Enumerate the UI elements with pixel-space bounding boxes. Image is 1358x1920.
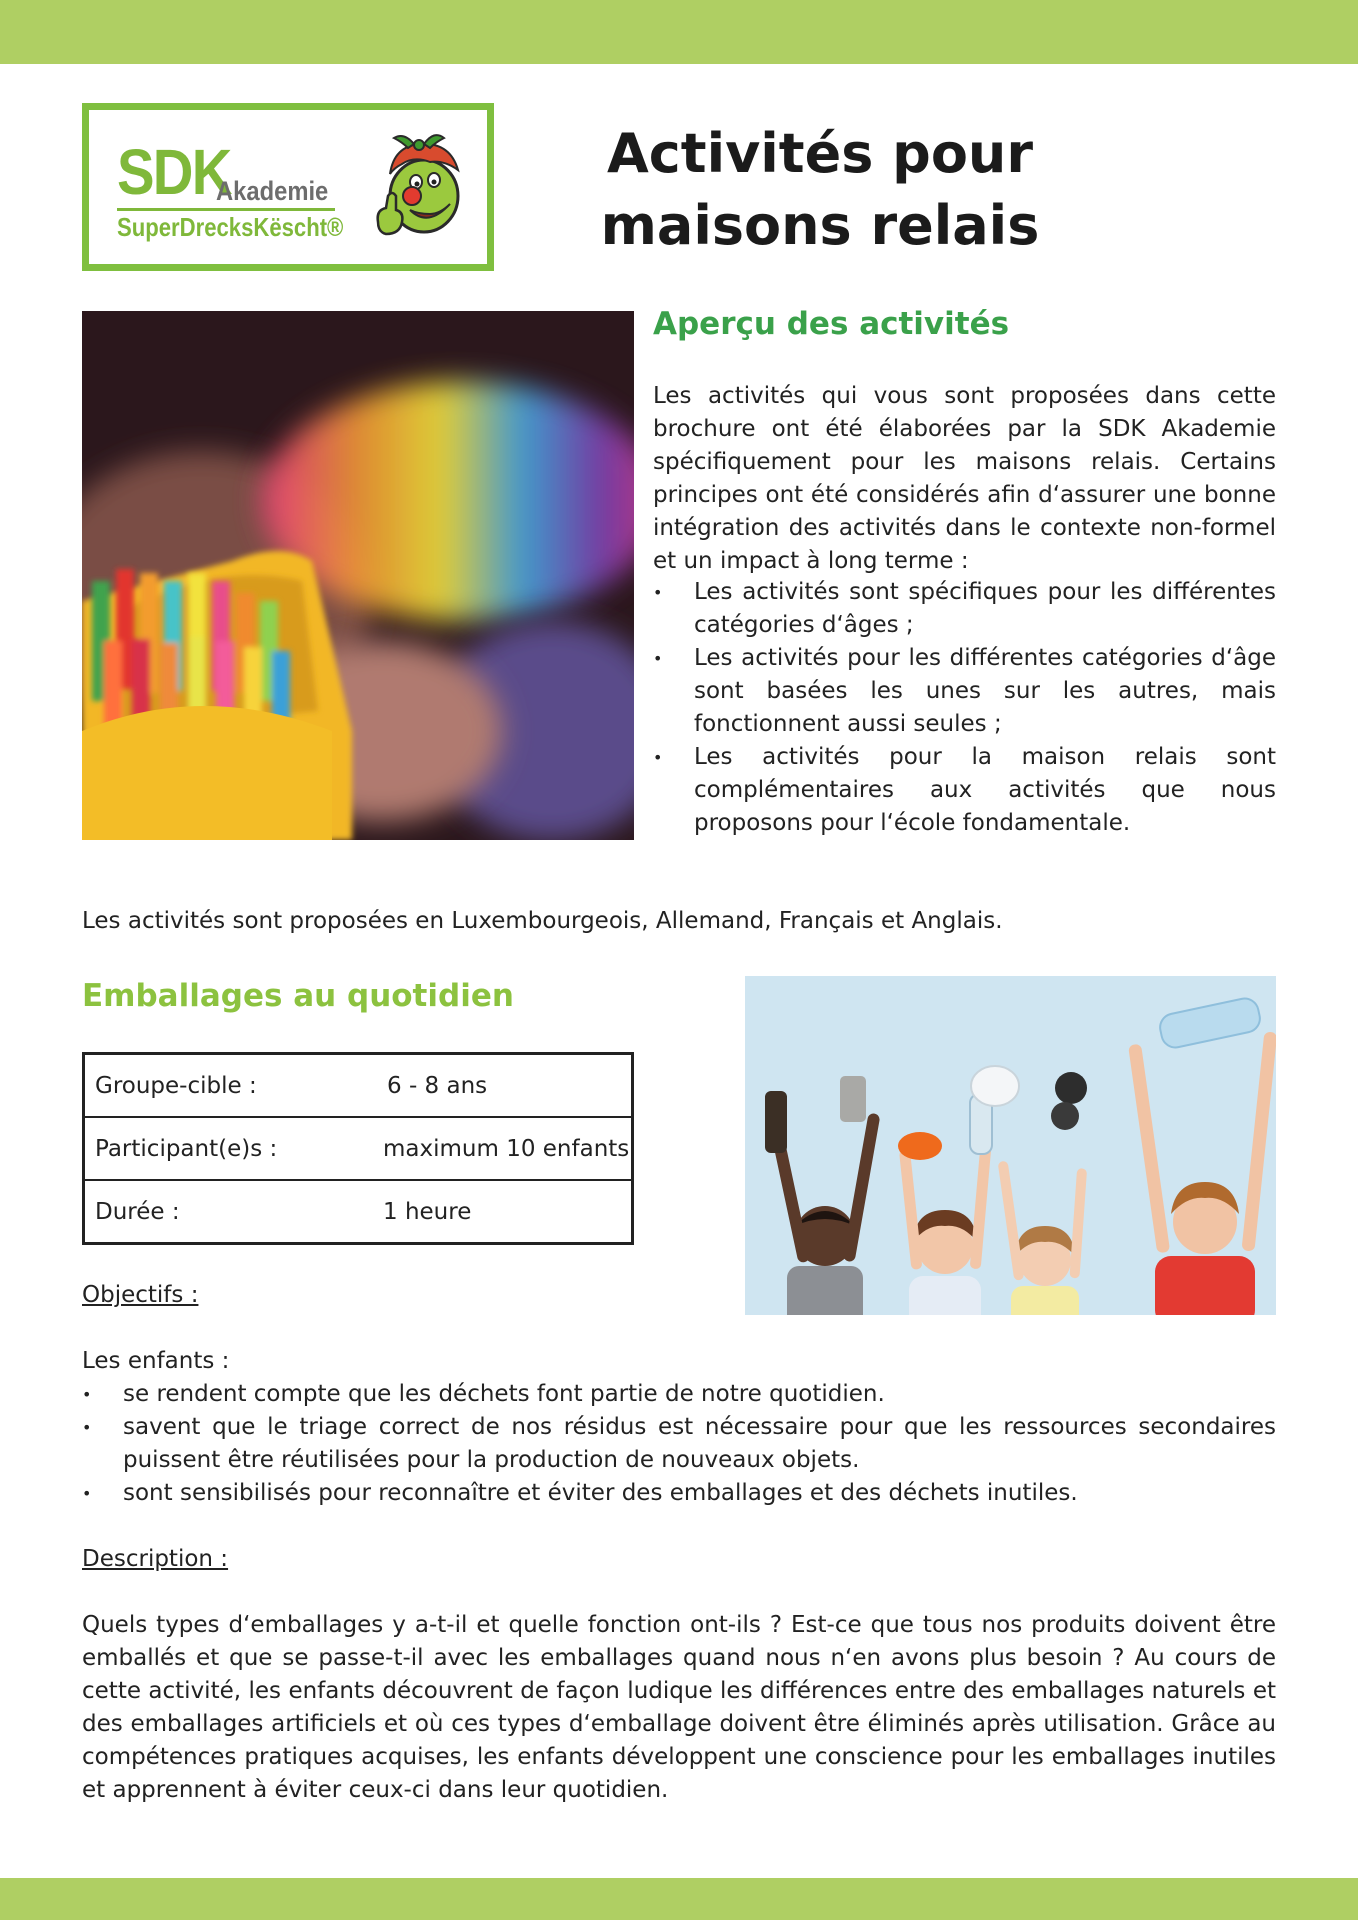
info-label: Groupe-cible : — [95, 1072, 257, 1099]
children-recycling-photo — [745, 976, 1276, 1315]
list-item: • Les activités pour les différentes catégories d‘âge sont basées les unes sur les autres, mais fonctionnent aussi seules ; — [653, 642, 1276, 741]
list-item: • Les activités sont spécifiques pour les différentes catégories d‘âges ; — [653, 576, 1276, 642]
info-value: maximum 10 enfants — [383, 1117, 633, 1180]
activity-heading: Emballages au quotidien — [82, 978, 514, 1014]
sdk-akademie-logo — [82, 103, 494, 271]
description-heading: Description : — [82, 1546, 229, 1572]
overview-bullet-list — [653, 576, 1276, 840]
list-item: • se rendent compte que les déchets font partie de notre quotidien. — [82, 1378, 1276, 1411]
list-item: • sont sensibilisés pour reconnaître et éviter des emballages et des déchets inutiles. — [82, 1477, 1276, 1510]
description-text: Quels types d‘emballages y a-t-il et quelle fonction ont-ils ? Est-ce que tous nos produits doivent être emballés et que se passe-t-il avec les emballages quand nous n‘en avons plus besoin ? Au cours de cette activité, les enfants découvrent de façon ludique les différences entre des emballages naturels et des emballages artificiels et où ces types d‘emballage doivent être éliminés après utilisation. Grâce au compétences pratiques acquises, les enfants développent une conscience pour les emballages inutiles et apprennent à éviter ceux-ci dans leur quotidien. — [82, 1612, 1276, 1803]
page-title — [560, 118, 1080, 262]
logo-akademie-text: Akademie — [216, 176, 329, 206]
table-row — [84, 1117, 633, 1180]
logo-rule — [117, 208, 335, 211]
activity-info-table — [82, 1052, 634, 1245]
crayons-illustration — [82, 311, 634, 840]
crayons-photo — [82, 311, 634, 840]
list-item: • Les activités pour la maison relais sont complémentaires aux activités que nous proposons pour l‘école fondamentale. — [653, 741, 1276, 840]
bottom-band — [0, 1878, 1358, 1920]
overview-heading: Aperçu des activités — [653, 306, 1010, 342]
list-item: • savent que le triage correct de nos résidus est nécessaire pour que les ressources secondaires puissent être réutilisées pour la production de nouveaux objets. — [82, 1411, 1276, 1477]
overview-intro: Les activités qui vous sont proposées dans cette brochure ont été élaborées par la SDK Akademie spécifiquement pour les maisons relais. Certains principes ont été considérés afin d‘assurer une bonne intégration des activités dans le contexte non-formel et un impact à long terme : — [653, 383, 1276, 574]
info-label: Durée : — [84, 1180, 384, 1244]
table-row — [84, 1054, 633, 1118]
table-row — [84, 1180, 633, 1244]
info-value: 1 heure — [383, 1180, 633, 1244]
kids-intro: Les enfants : — [82, 1348, 230, 1374]
logo-sdk-text: SDK — [117, 136, 231, 208]
info-value: 6 - 8 ans — [387, 1072, 488, 1099]
objectives-list — [82, 1378, 1276, 1510]
top-band — [0, 0, 1358, 64]
mascot-icon — [374, 130, 466, 242]
logo-superdreckskescht-text: SuperDrecksKëscht® — [117, 212, 344, 242]
objectives-heading: Objectifs : — [82, 1282, 199, 1308]
title-line-1: Activités pour — [606, 122, 1034, 185]
info-label: Participant(e)s : — [84, 1117, 384, 1180]
children-illustration — [745, 976, 1276, 1315]
languages-note: Les activités sont proposées en Luxembourgeois, Allemand, Français et Anglais. — [82, 908, 1003, 934]
title-line-2: maisons relais — [600, 194, 1040, 257]
